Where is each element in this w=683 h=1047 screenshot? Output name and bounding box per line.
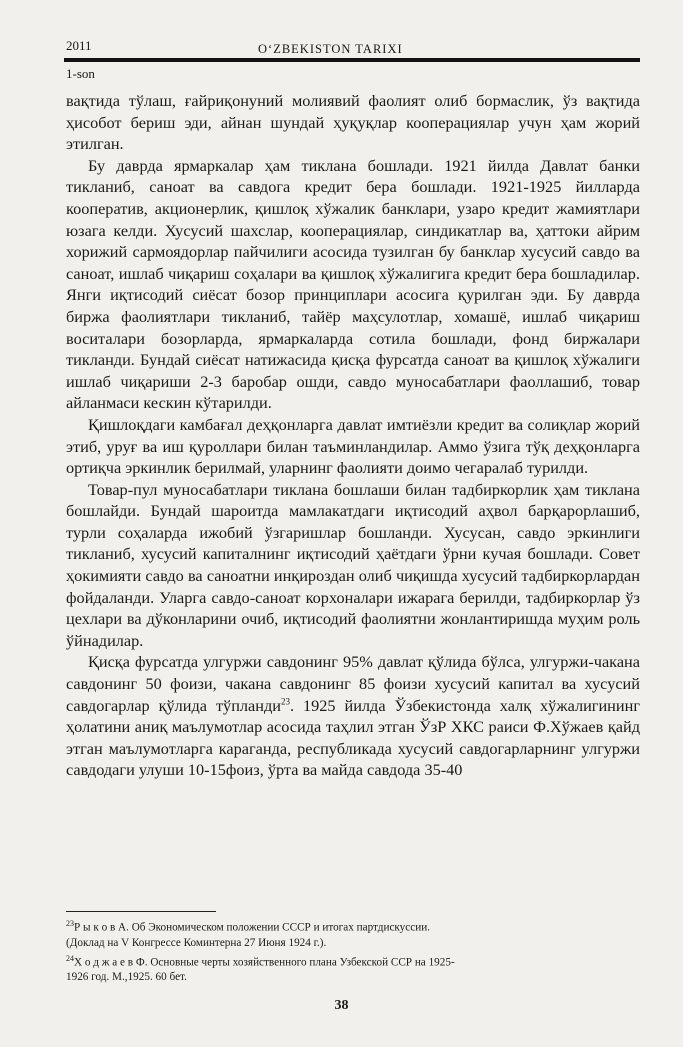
paragraph: Товар-пул муносабатлари тиклана бошлаши билан тадбиркорлик ҳам тиклана бошлайди. Бундай шароитда мамлакатдаги иқтисодий аҳвол барқарорлашиб, турли соҳаларда ижобий ўзгаришлар бошланди. Хусусан, савдо эркинлиги тикланиб, хусусий капиталнинг иқтисодий ҳаётдаги ўрни кучая бошлади. Совет ҳокимияти савдо ва саноатни инқироздан олиб чиқишда хусусий тадбиркорлардан фойдаланди. Уларга савдо-саноат корхоналари ижарага берилди, тадбиркорлар ўз цехлари ва дўконларини очиб, иқтисодий фаолиятни жонлантиришда муҳим роль ўйнадилар.	[66, 479, 640, 650]
paragraph-text: Қисқа фурсатда улгуржи савдонинг 95% давлат қўлида бўлса, улгуржи-чакана савдонинг 50 фоизи, чакана савдонинг 85 фоизи хусусий капитал ва хусусий савдогарлар қўлида тўпланди	[66, 652, 640, 715]
footnote	[66, 951, 640, 971]
paragraph-text: . 1925 йилда Ўзбекистонда халқ хўжалигининг ҳолатини аниқ маълумотлар асосида таҳлил этган ЎзР ХКС раиси Ф.Хўжаев қайд этган маълумотларга караганда, республикада хусусий савдогарларнинг улгуржи савдодаги улуши 10-15фоиз, ўрта ва майда савдода 35-40	[66, 695, 640, 780]
header-journal-title: O‘ZBEKISTON TARIXI	[258, 42, 403, 56]
footnote-author: Р ы к о в А.	[74, 921, 129, 934]
footnotes	[66, 916, 640, 985]
page-number: 38	[334, 998, 349, 1013]
footnote-author: Х о д ж а е в Ф.	[74, 956, 148, 969]
footnote-text: Об Экономическом положении СССР и итогах партдискуссии.	[128, 921, 430, 934]
footnote-number: 23	[66, 919, 74, 928]
footnote-ref: 23	[280, 696, 290, 707]
paragraph: вақтида тўлаш, ғайриқонуний молиявий фаолият олиб бормаслик, ўз вақтида ҳисобот бериш эди, айнан шундай ҳуқуқлар кооперациялар учун ҳам жорий этилган.	[66, 91, 640, 154]
footnote-continuation: 1926 год. М.,1925. 60 бет.	[66, 971, 187, 984]
footnote	[66, 916, 640, 936]
paragraph: Қишлоқдаги камбағал деҳқонларга давлат имтиёзли кредит ва солиқлар жорий этиб, уруғ ва иш қуроллари билан таъминландилар. Аммо ўзига тўқ деҳқонларга ортиқча эркинлик берилмай, уларнинг фаолияти доимо чегаралаб турилди.	[66, 414, 640, 478]
footnote-rule	[66, 911, 216, 912]
header-rule	[64, 58, 640, 62]
paragraph	[66, 651, 640, 781]
footnote-number: 24	[66, 953, 74, 963]
footnote-continuation: (Доклад на V Конгрессе Коминтерна 27 Июня 1924 г.).	[66, 936, 327, 949]
footnote-text: Основные черты хозяйственного плана Узбекской ССР на 1925-	[147, 956, 455, 969]
body-text	[66, 90, 640, 781]
paragraph: Бу даврда ярмаркалар ҳам тиклана бошлади. 1921 йилда Давлат банки тикланиб, саноат ва савдога кредит бера бошлади. 1921-1925 йилларда кооператив, акционерлик, қишлоқ хўжалик банклари, узаро кредит жамиятлари юзага келди. Хусусий шахслар, кооперациялар, синдикатлар ва, ҳаттоки айрим хорижий сармоядорлар пайчилиги асосида тузилган бу банклар хусусий савдо ва саноат, ишлаб чиқариш соҳалари ва қишлоқ хўжалигига кредит бера бошладилар. Янги иқтисодий сиёсат бозор принциплари асосига қурилган эди. Бу даврда биржа фаолиятлари тикланиб, тайёр маҳсулотлар, хомашё, ишлаб чиқариш воситалари бозорларда, ярмаркаларда сотила бошлади, фонд биржалари тикланди. Бундай сиёсат натижасида қисқа фурсатда саноат ва қишлоқ хўжалиги ишлаб чиқариши 2-3 баробар ошди, савдо муносабатлари фаоллашиб, товар айланмаси кескин кўтарилди.	[66, 155, 640, 413]
header-issue: 1-son	[66, 66, 95, 81]
header-year: 2011	[66, 38, 92, 53]
